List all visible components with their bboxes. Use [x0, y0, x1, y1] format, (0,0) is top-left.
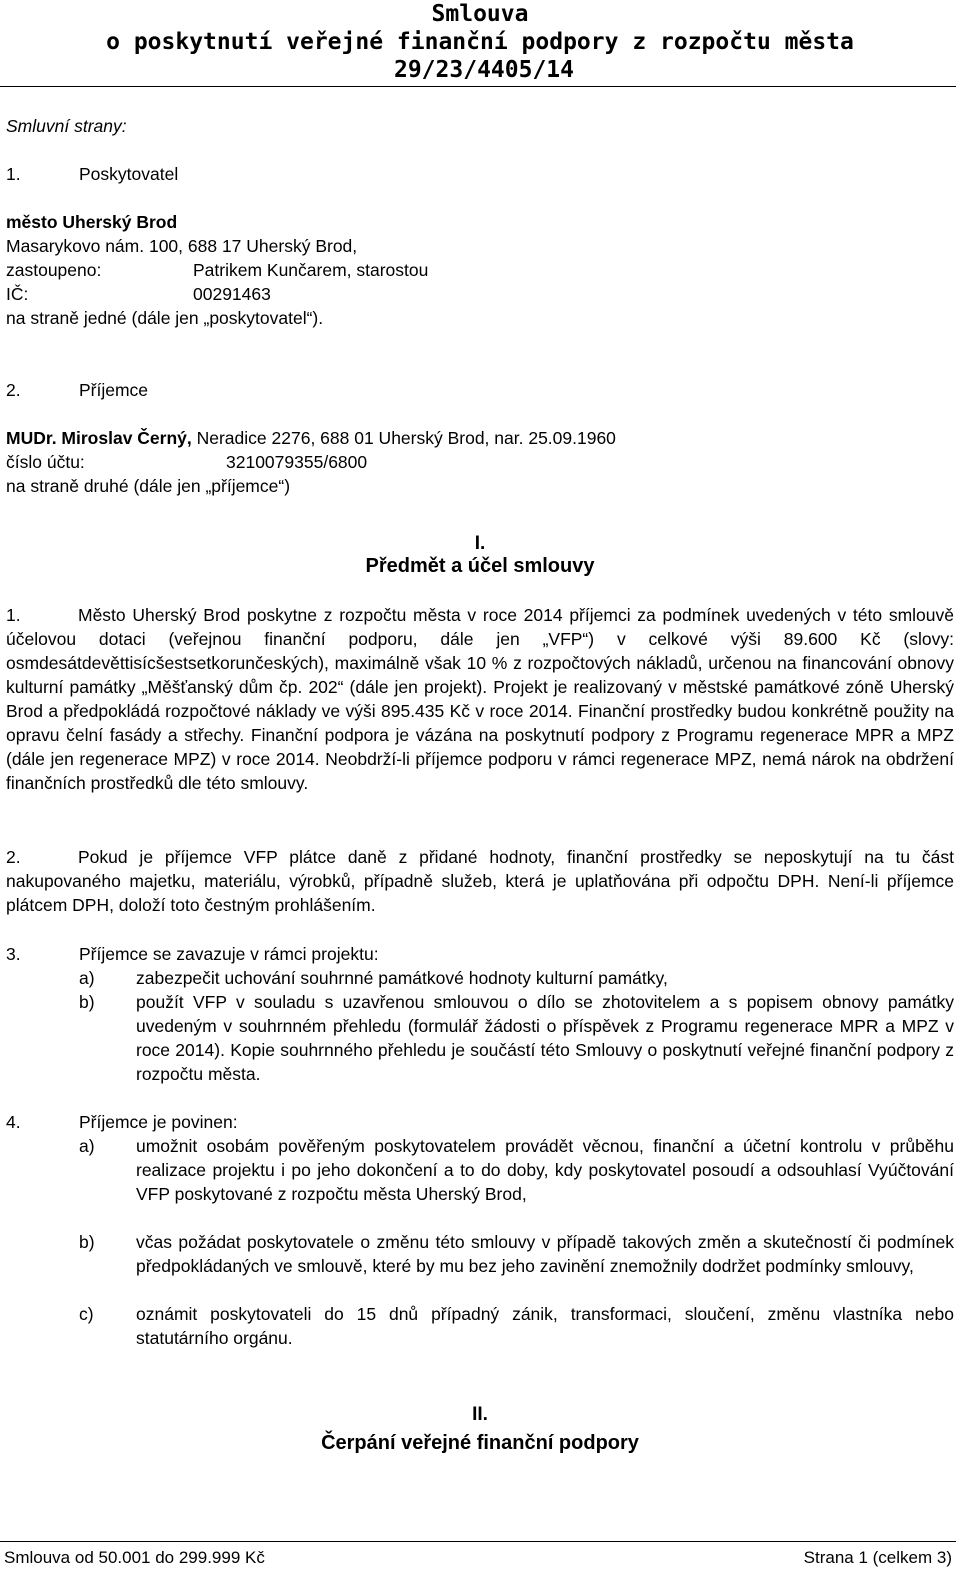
recipient-account-label: číslo účtu: — [6, 452, 85, 472]
provider-rep-value: Patrikem Kunčarem, starostou — [193, 260, 429, 280]
provider-address: Masarykovo nám. 100, 688 17 Uherský Brod, — [6, 236, 358, 256]
provider-role: Poskytovatel — [79, 164, 179, 184]
item-marker: a) — [79, 1136, 95, 1156]
paragraph-4-intro: Příjemce je povinen: — [79, 1112, 238, 1132]
section-2-number: II. — [472, 1404, 488, 1425]
provider-ic-label: IČ: — [6, 284, 29, 304]
document-subtitle: o poskytnutí veřejné finanční podpory z rozpočtu města — [106, 29, 854, 55]
recipient-line — [6, 426, 616, 450]
footer-divider — [0, 1541, 956, 1542]
parties-label: Smluvní strany: — [6, 116, 127, 136]
recipient-number: 2. — [6, 380, 21, 400]
item-text: včas požádat poskytovatele o změnu této smlouvy v případě takových změn a skutečností či podmínek předpokládaných ve smlouvě, které by mu bez jeho zavinění znemožnily dodržet podmínky smlouvy, — [136, 1232, 954, 1276]
item-marker: b) — [79, 992, 95, 1012]
section-1-title: Předmět a účel smlouvy — [365, 555, 595, 577]
item-text: použít VFP v souladu s uzavřenou smlouvou o dílo se zhotovitelem a s popisem obnovy památky uvedeným v souhrnném přehledu (formulář žádosti o příspěvek z Programu regenerace MPR a MPZ v roce 2014). Kopie souhrnného přehledu je součástí této Smlouvy o poskytnutí veřejné finanční podpory z rozpočtu města. — [136, 992, 954, 1084]
item-text: zabezpečit uchování souhrnné památkové hodnoty kulturní památky, — [136, 968, 668, 988]
document-header — [0, 0, 960, 84]
recipient-side: na straně druhé (dále jen „příjemce“) — [6, 476, 291, 496]
section-1-number: I. — [474, 533, 486, 554]
paragraph-1-number: 1. — [6, 605, 21, 625]
provider-name: město Uherský Brod — [6, 212, 178, 232]
footer-page-number: Strana 1 (celkem 3) — [803, 1548, 952, 1567]
provider-side: na straně jedné (dále jen „poskytovatel“). — [6, 308, 324, 328]
provider-number: 1. — [6, 164, 21, 184]
paragraph-4-number: 4. — [6, 1112, 21, 1132]
paragraph-3-intro: Příjemce se zavazuje v rámci projektu: — [79, 944, 379, 964]
footer-contract-range: Smlouva od 50.001 do 299.999 Kč — [4, 1548, 265, 1567]
item-text: umožnit osobám pověřeným poskytovatelem provádět věcnou, finanční a účetní kontrolu v průběhu realizace projektu i po jeho dokončení a to do doby, kdy poskytovatel posoudí a odsouhlasí Vyúčtování VFP poskytované z rozpočtu města Uherský Brod, — [136, 1136, 954, 1204]
recipient-account-value: 3210079355/6800 — [226, 452, 368, 472]
section-2-title: Čerpání veřejné finanční podpory — [321, 1432, 639, 1454]
paragraph-2-number: 2. — [6, 847, 21, 867]
item-text: oznámit poskytovateli do 15 dnů případný zánik, transformaci, sloučení, změnu vlastníka nebo statutárního orgánu. — [136, 1304, 954, 1348]
provider-ic-value: 00291463 — [193, 284, 271, 304]
item-marker: a) — [79, 968, 95, 988]
contract-number: 29/23/4405/14 — [393, 57, 574, 83]
paragraph-3-number: 3. — [6, 944, 21, 964]
header-divider — [0, 86, 956, 87]
recipient-role: Příjemce — [79, 380, 149, 400]
provider-rep-label: zastoupeno: — [6, 260, 102, 280]
recipient-details: Neradice 2276, 688 01 Uherský Brod, nar. 25.09.1960 — [191, 428, 616, 448]
recipient-name: MUDr. Miroslav Černý, — [6, 428, 192, 448]
paragraph-2-text: Pokud je příjemce VFP plátce daně z přidané hodnoty, finanční prostředky se neposkytují na tu část nakupovaného majetku, materiálu, výrobků, případně služeb, která je uplatňována při odpočtu DPH. Není-li příjemce plátcem DPH, doloží toto čestným prohlášením. — [6, 847, 954, 915]
item-marker: b) — [79, 1232, 95, 1252]
document-title: Smlouva — [431, 1, 529, 27]
paragraph-1-text: Město Uherský Brod poskytne z rozpočtu města v roce 2014 příjemci za podmínek uvedených v této smlouvě účelovou dotaci (veřejnou finanční podporu, dále jen „VFP“) v celkové výši 89.600 Kč (slovy: osmdesátdevěttisícšestsetkorunčeských), maximálně však 10 % z rozpočtových nákladů, určenou na financování obnovy kulturní památky „Měšťanský dům čp. 202“ (dále jen projekt). Projekt je realizovaný v městské památkové zóně Uherský Brod a předpokládá rozpočtové náklady ve výši 895.435 Kč v roce 2014. Finanční prostředky budou konkrétně použity na opravu čelní fasády a střechy. Finanční podpora je vázána na poskytnutí podpory z Programu regenerace MPR a MPZ (dále jen regenerace MPZ) v roce 2014. Neobdrží-li příjemce podporu v rámci regenerace MPZ, nemá nárok na obdržení finančních prostředků dle této smlouvy. — [6, 605, 954, 793]
item-marker: c) — [79, 1304, 94, 1324]
